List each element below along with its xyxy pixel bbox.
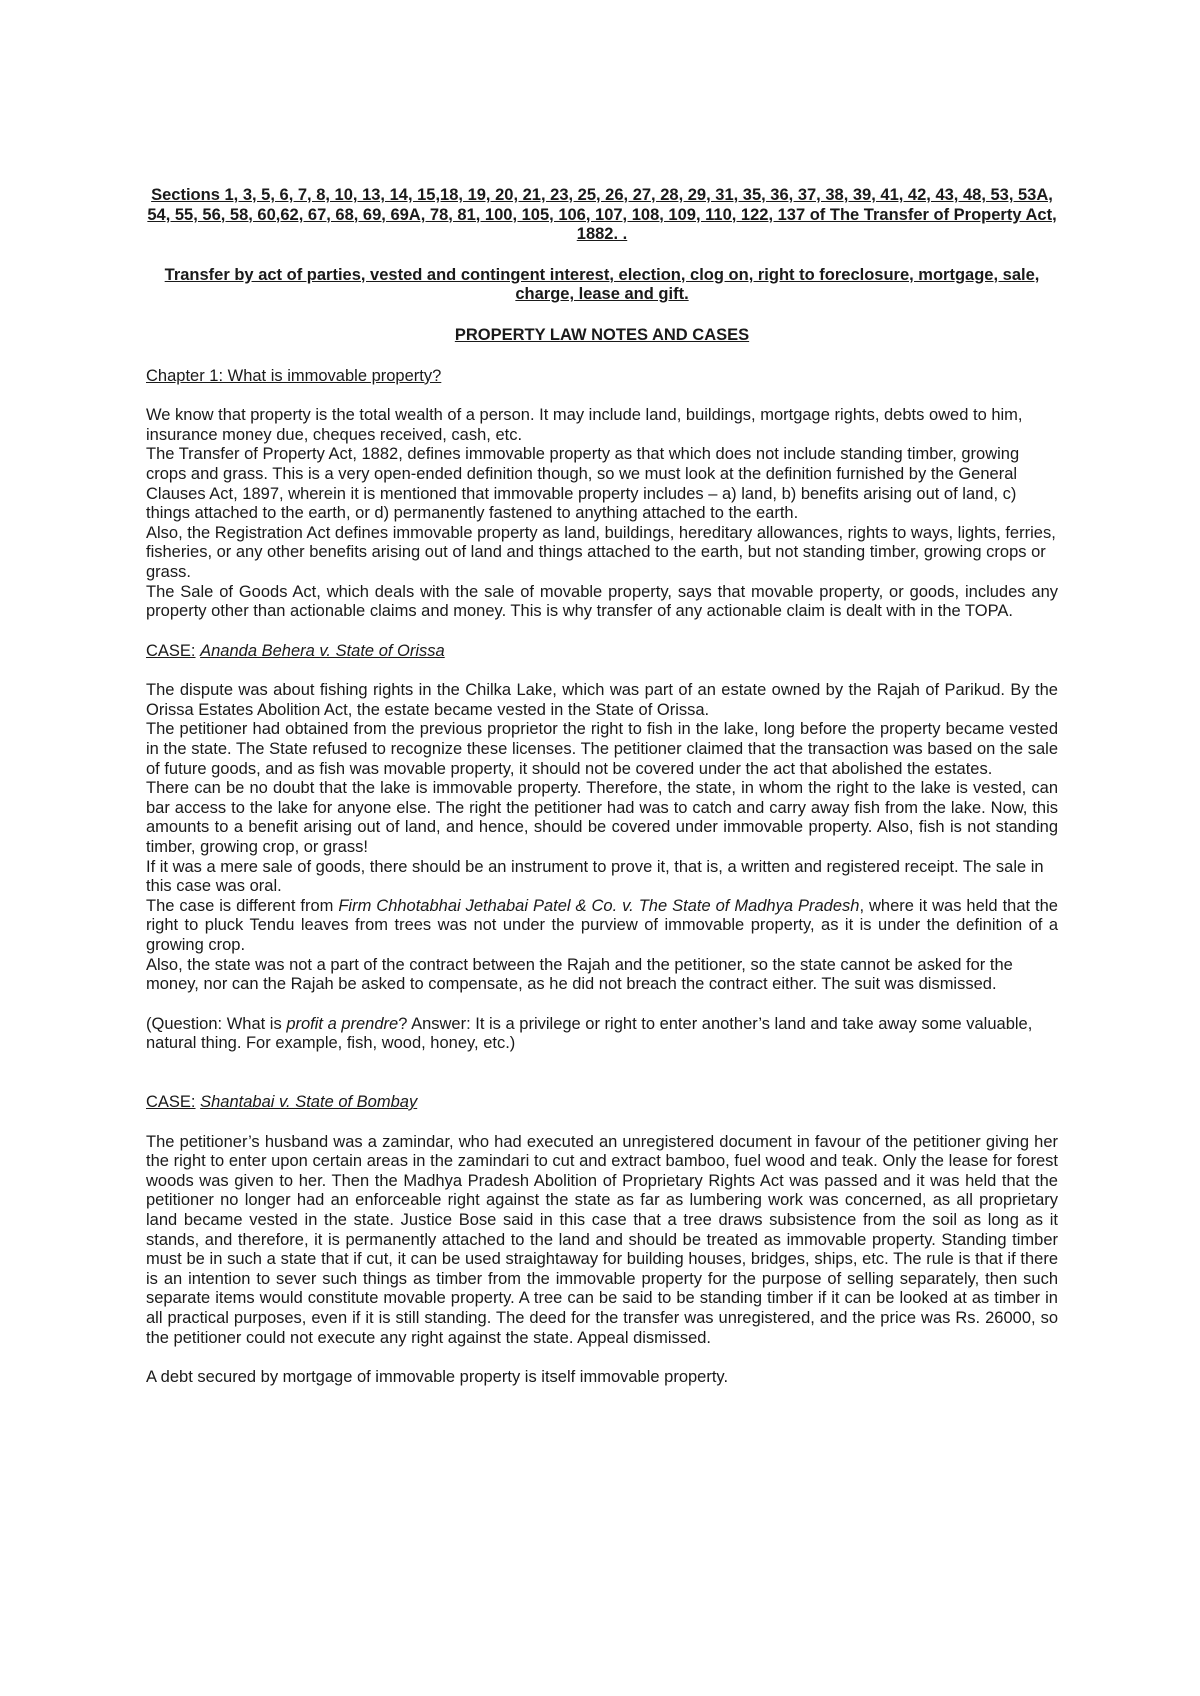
case-paragraph: The petitioner’s husband was a zamindar, who had executed an unregistered document in favour of the petitioner giving her the right to enter upon certain areas in the zamindari to cut and extract bamboo, fuel wood and teak. Only the lease for forest woods was given to her. Then the Madhya Pradesh Abolition of Proprietary Rights Act was passed and it was held that the petitioner no longer had an enforceable right against the state as far as lumbering work was concerned, as all proprietary land became vested in the state. Justice Bose said in this case that a tree draws subsistence from the soil as long as it stands, and therefore, it is permanently attached to the land and should be treated as immovable property. Standing timber must be in such a state that if cut, it can be used straightaway for building houses, bridges, ships, etc. The rule is that if there is an intention to sever such things as timber from the immovable property for the purpose of selling separately, then such separate items would constitute movable property. A tree can be said to be standing timber if it can be looked at as timber in all practical purposes, even if it is still standing. The deed for the transfer was unregistered, and the price was Rs. 26000, so the petitioner could not execute any right against the state. Appeal dismissed.: [146, 1132, 1058, 1347]
question-term: profit a prendre: [286, 1014, 399, 1033]
page-content: [146, 186, 1058, 1388]
case-label: CASE:: [146, 1092, 196, 1111]
case-name: Ananda Behera v. State of Orissa: [200, 641, 445, 660]
case-citation: Firm Chhotabhai Jethabai Patel & Co. v. The State of Madhya Pradesh: [338, 896, 860, 915]
chapter-heading: Chapter 1: What is immovable property?: [146, 366, 442, 385]
case-paragraph: The dispute was about fishing rights in the Chilka Lake, which was part of an estate owned by the Rajah of Parikud. By the Orissa Estates Abolition Act, the estate became vested in the State of Orissa.: [146, 681, 1058, 719]
closing-paragraph: A debt secured by mortgage of immovable property is itself immovable property.: [146, 1368, 729, 1387]
page-title: PROPERTY LAW NOTES AND CASES: [454, 325, 750, 344]
question-paragraph: (Question: What is profit a prendre? Answer: It is a privilege or right to enter another’s land and take away some valuable, natural thing. For example, fish, wood, honey, etc.): [146, 1014, 1033, 1053]
chapter-paragraph: The Transfer of Property Act, 1882, defines immovable property as that which does not include standing timber, growing crops and grass. This is a very open-ended definition though, so we must look at the definition furnished by the General Clauses Act, 1897, wherein it is mentioned that immovable property includes – a) land, b) benefits arising out of land, c) things attached to the earth, or d) permanently fastened to anything attached to the earth.: [146, 445, 1020, 523]
chapter-paragraph: We know that property is the total wealth of a person. It may include land, buildings, mortgage rights, debts owed to him, insurance money due, cheques received, cash, etc.: [146, 406, 1023, 444]
case-heading: [146, 1093, 1058, 1113]
sections-header: Sections 1, 3, 5, 6, 7, 8, 10, 13, 14, 15,18, 19, 20, 21, 23, 25, 26, 27, 28, 29, 31, 35, 36, 37, 38, 39, 41, 42, 43, 48, 53, 53A, 54, 55, 56, 58, 60,62, 67, 68, 69, 69A, 78, 81, 100, 105, 106, 107, 108, 109, 110, 122, 137 of The Transfer of Property Act, 1882. .: [147, 186, 1057, 244]
case-paragraph: The case is different from Firm Chhotabhai Jethabai Patel & Co. v. The State of Madhya Pradesh, where it was held that the right to pluck Tendu leaves from trees was not under the purview of immovable property, as it is under the definition of a growing crop.: [146, 896, 1058, 954]
case-heading: [146, 642, 1058, 662]
case-label: CASE:: [146, 641, 196, 660]
chapter-paragraph: Also, the Registration Act defines immovable property as land, buildings, hereditary allowances, rights to ways, lights, ferries, fisheries, or any other benefits arising out of land and things attached to the earth, but not standing timber, growing crops or grass.: [146, 523, 1056, 581]
topics-header: Transfer by act of parties, vested and contingent interest, election, clog on, right to foreclosure, mortgage, sale, charge, lease and gift.: [164, 265, 1040, 304]
chapter-paragraph: The Sale of Goods Act, which deals with the sale of movable property, says that movable property, or goods, includes any property other than actionable claims and money. This is why transfer of any actionable claim is dealt with in the TOPA.: [146, 582, 1058, 621]
case-name: Shantabai v. State of Bombay: [200, 1092, 418, 1111]
case-paragraph: If it was a mere sale of goods, there should be an instrument to prove it, that is, a written and registered receipt. The sale in this case was oral.: [146, 857, 1044, 896]
case-paragraph: Also, the state was not a part of the contract between the Rajah and the petitioner, so the state cannot be asked for the money, nor can the Rajah be asked to compensate, as he did not breach the contract either. The suit was dismissed.: [146, 955, 1013, 994]
case-paragraph: There can be no doubt that the lake is immovable property. Therefore, the state, in whom the right to the lake is vested, can bar access to the lake for anyone else. The right the petitioner had was to catch and carry away fish from the lake. Now, this amounts to a benefit arising out of land, and hence, should be covered under immovable property. Also, fish is not standing timber, growing crop, or grass!: [146, 779, 1058, 857]
case-paragraph: The petitioner had obtained from the previous proprietor the right to fish in the lake, long before the property became vested in the state. The State refused to recognize these licenses. The petitioner claimed that the transaction was based on the sale of future goods, and as fish was movable property, it should not be covered under the act that abolished the estates.: [146, 720, 1058, 778]
